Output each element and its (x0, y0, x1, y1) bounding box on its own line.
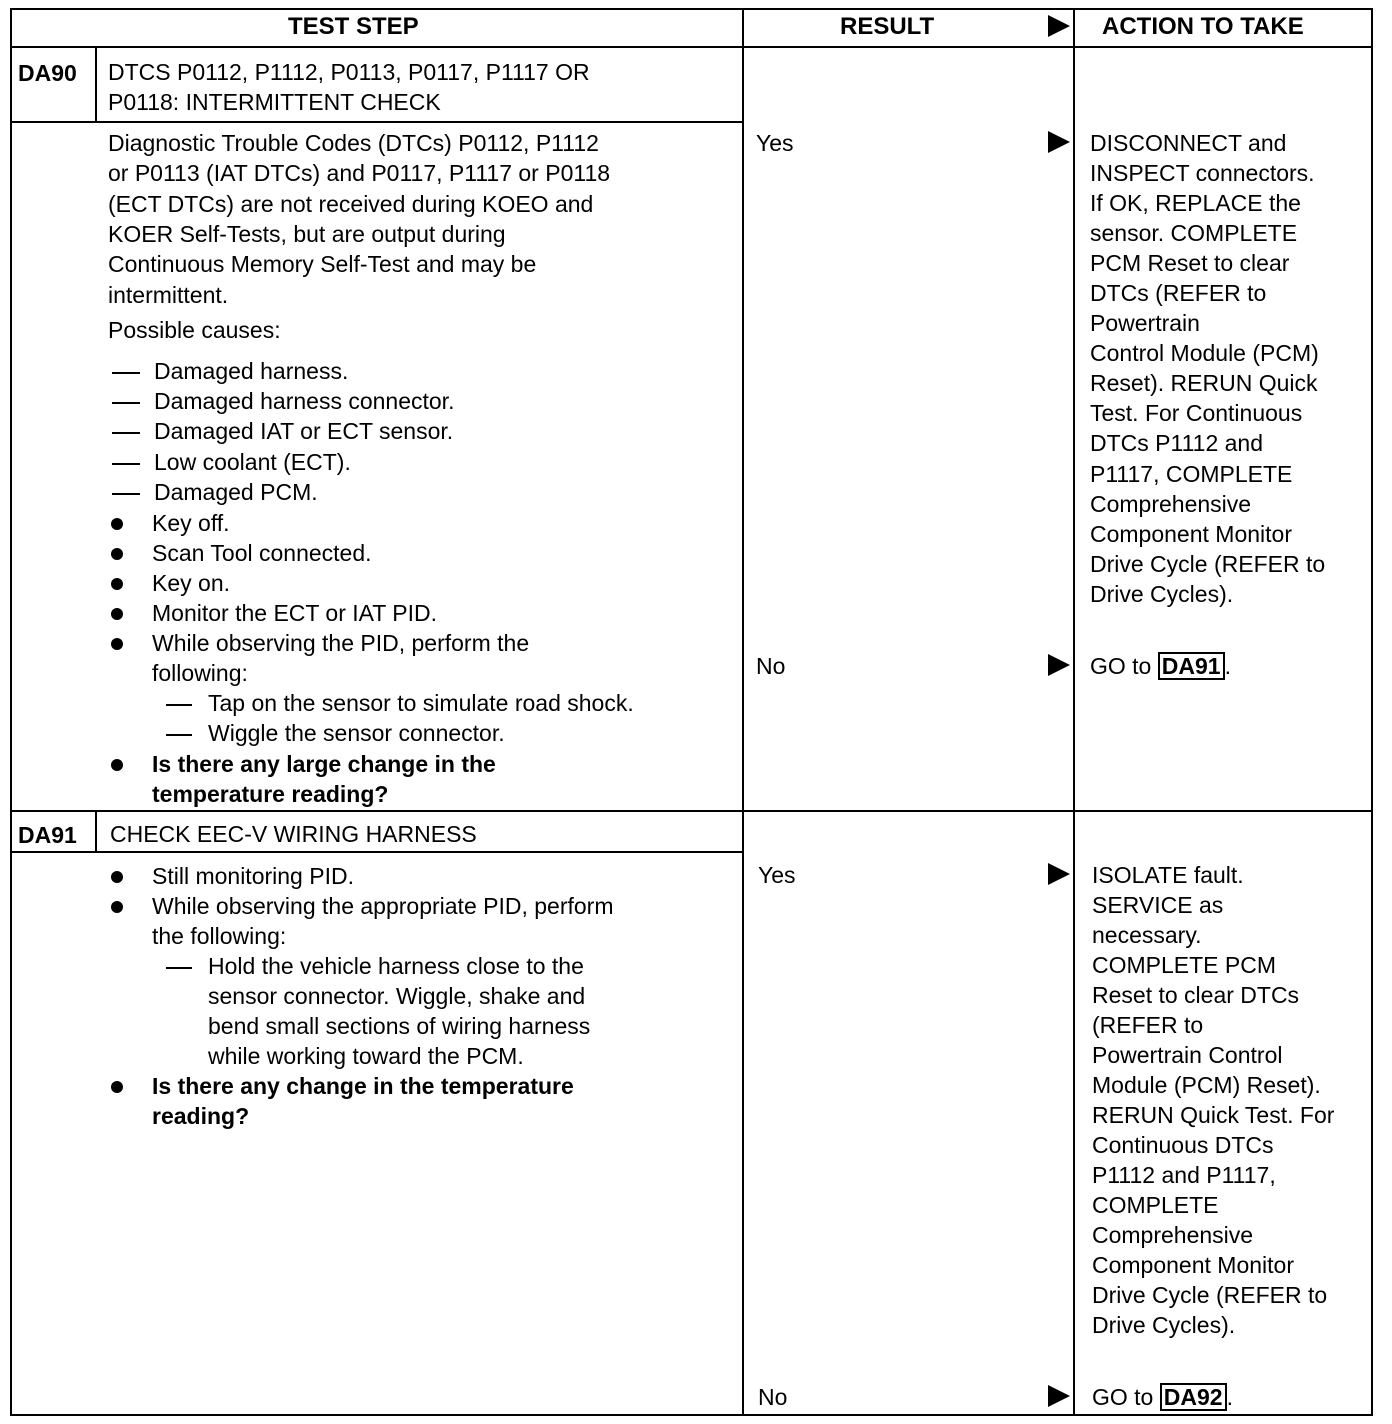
da90-description-line: or P0113 (IAT DTCs) and P0117, P1117 or P0118 (108, 160, 611, 186)
step-item: Key off. (152, 510, 230, 536)
action-line: DTCs (REFER to (1090, 280, 1267, 306)
substep-item: Tap on the sensor to simulate road shock. (208, 690, 634, 716)
da90-description-line: Continuous Memory Self-Test and may be (108, 251, 537, 277)
action-line: Component Monitor (1092, 1252, 1294, 1278)
action-line: COMPLETE PCM (1092, 952, 1277, 978)
action-line: Reset). RERUN Quick (1090, 370, 1318, 396)
action-line: Comprehensive (1092, 1222, 1254, 1248)
da90-description-line: (ECT DTCs) are not received during KOEO and (108, 191, 594, 217)
action-line: RERUN Quick Test. For (1092, 1102, 1335, 1128)
goto-suffix: . (1226, 1384, 1233, 1410)
bullet-icon (111, 759, 123, 771)
da90-yes-label: Yes (756, 130, 794, 156)
action-line: Test. For Continuous (1090, 400, 1303, 426)
da90-question-continued: temperature reading? (152, 781, 389, 807)
goto-prefix: GO to (1090, 653, 1152, 679)
dash-icon (166, 704, 192, 706)
da91-question: Is there any change in the temperature (152, 1073, 574, 1099)
da91-title-divider (10, 851, 743, 853)
column-divider-step-result (742, 8, 744, 1416)
dash-icon (112, 402, 140, 404)
action-line: COMPLETE (1092, 1192, 1219, 1218)
cause-item: Damaged harness connector. (154, 388, 455, 414)
action-line: Drive Cycles). (1092, 1312, 1236, 1338)
cause-item: Damaged PCM. (154, 479, 318, 505)
action-line: necessary. (1092, 922, 1202, 948)
da90-id: DA90 (18, 60, 77, 86)
bullet-icon (111, 901, 123, 913)
da91-step: While observing the appropriate PID, perform (152, 893, 614, 919)
step-item: Scan Tool connected. (152, 540, 372, 566)
dash-icon (112, 372, 140, 374)
step-item: Key on. (152, 570, 230, 596)
step-item: Monitor the ECT or IAT PID. (152, 600, 438, 626)
da91-id-divider (95, 810, 97, 853)
action-line: sensor. COMPLETE (1090, 220, 1298, 246)
action-line: Continuous DTCs (1092, 1132, 1274, 1158)
action-line: PCM Reset to clear (1090, 250, 1290, 276)
cause-item: Low coolant (ECT). (154, 449, 351, 475)
dash-icon (166, 967, 192, 969)
header-action: ACTION TO TAKE (1102, 13, 1304, 40)
action-line: ISOLATE fault. (1092, 862, 1244, 888)
bullet-icon (111, 871, 123, 883)
goto-suffix: . (1224, 653, 1231, 679)
bullet-icon (111, 518, 123, 530)
da91-substep-continued: bend small sections of wiring harness (208, 1013, 591, 1039)
action-line: Comprehensive (1090, 491, 1252, 517)
da91-yes-label: Yes (758, 862, 796, 888)
goto-prefix: GO to (1092, 1384, 1154, 1410)
action-line: Drive Cycles). (1090, 581, 1234, 607)
action-line: P1117, COMPLETE (1090, 461, 1293, 487)
possible-causes-label: Possible causes: (108, 317, 281, 343)
arrow-right-icon (1048, 1385, 1070, 1407)
dash-icon (112, 463, 140, 465)
substep-item: Wiggle the sensor connector. (208, 720, 505, 746)
da91-substep-continued: while working toward the PCM. (208, 1043, 524, 1069)
arrow-right-icon (1048, 131, 1070, 153)
bullet-icon (111, 608, 123, 620)
action-line: SERVICE as (1092, 892, 1224, 918)
header-test-step: TEST STEP (288, 13, 419, 40)
da90-description-line: KOER Self-Tests, but are output during (108, 221, 506, 247)
arrow-right-icon (1048, 654, 1070, 676)
action-line: DTCs P1112 and (1090, 430, 1264, 456)
da90-title-line-2: P0118: INTERMITTENT CHECK (108, 89, 441, 115)
action-line: INSPECT connectors. (1090, 160, 1315, 186)
da90-title-divider (10, 121, 743, 123)
da90-description-line: Diagnostic Trouble Codes (DTCs) P0112, P1112 (108, 130, 599, 156)
action-line: Module (PCM) Reset). (1092, 1072, 1321, 1098)
da91-no-action (1092, 1382, 1233, 1412)
da91-substep-continued: sensor connector. Wiggle, shake and (208, 983, 586, 1009)
header-result: RESULT (840, 13, 935, 40)
da91-id: DA91 (18, 822, 77, 848)
da91-step-continued: the following: (152, 923, 287, 949)
goto-da91-link[interactable]: DA91 (1158, 652, 1225, 680)
action-line: Control Module (PCM) (1090, 340, 1319, 366)
da91-step: Still monitoring PID. (152, 863, 354, 889)
dash-icon (112, 493, 140, 495)
da90-question: Is there any large change in the (152, 751, 496, 777)
dash-icon (112, 432, 140, 434)
da91-question-continued: reading? (152, 1103, 250, 1129)
dash-icon (166, 734, 192, 736)
action-line: Reset to clear DTCs (1092, 982, 1300, 1008)
step-item-continued: following: (152, 660, 248, 686)
action-line: Component Monitor (1090, 521, 1292, 547)
da91-title: CHECK EEC-V WIRING HARNESS (110, 821, 477, 847)
column-divider-result-action (1073, 8, 1075, 1416)
action-line: Drive Cycle (REFER to (1092, 1282, 1328, 1308)
da90-no-label: No (756, 653, 786, 679)
action-line: P1112 and P1117, (1092, 1162, 1276, 1188)
step-item: While observing the PID, perform the (152, 630, 530, 656)
bullet-icon (111, 578, 123, 590)
da90-id-divider (95, 46, 97, 122)
arrow-right-icon (1048, 863, 1070, 885)
action-line: Powertrain Control (1092, 1042, 1283, 1068)
cause-item: Damaged IAT or ECT sensor. (154, 418, 454, 444)
action-line: Powertrain (1090, 310, 1200, 336)
goto-da92-link[interactable]: DA92 (1160, 1383, 1227, 1411)
bullet-icon (111, 548, 123, 560)
bullet-icon (111, 638, 123, 650)
bullet-icon (111, 1081, 123, 1093)
da91-no-label: No (758, 1384, 788, 1410)
cause-item: Damaged harness. (154, 358, 349, 384)
da90-section-bottom (10, 810, 1373, 812)
header-divider (10, 46, 1373, 48)
da91-substep: Hold the vehicle harness close to the (208, 953, 584, 979)
da90-no-action (1090, 651, 1231, 681)
action-line: DISCONNECT and (1090, 130, 1287, 156)
da90-title-line-1: DTCS P0112, P1112, P0113, P0117, P1117 OR (108, 59, 590, 85)
da90-description-line: intermittent. (108, 282, 229, 308)
header-arrow-icon (1048, 15, 1070, 37)
action-line: Drive Cycle (REFER to (1090, 551, 1326, 577)
action-line: If OK, REPLACE the (1090, 190, 1301, 216)
action-line: (REFER to (1092, 1012, 1204, 1038)
